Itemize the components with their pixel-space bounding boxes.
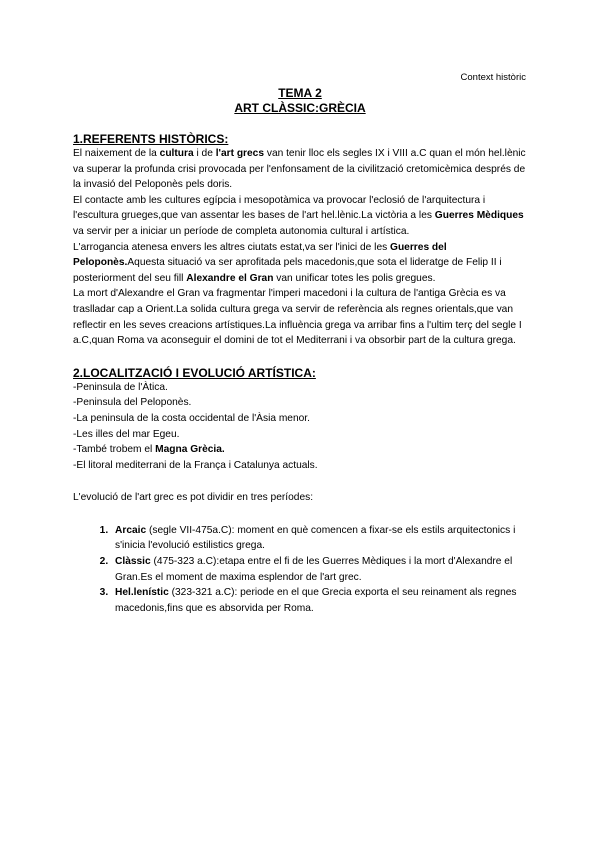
title-block — [0, 86, 600, 116]
period-item: 3. Hel.lenístic (323-321 a.C): periode en el que Grecia exporta el seu reinament als regnes macedonis,fins que es absorvida per Roma. — [111, 585, 533, 616]
section1-paragraph: La mort d'Alexandre el Gran va fragmentar l'imperi macedoni i la cultura de l'antiga Grècia es va traslladar cap a Orient.La solida cultura grega va servir de referència als regnes orientals,que van reflectir en les seves creacions artístiques.La influència grega va arribar fins a l'ultim terç del segle I a.C,quan Roma va aconseguir el domini de tot el Mediterrani i va obsorbir part de la cultura grega. — [73, 288, 522, 347]
bold-term: l'art grecs — [215, 148, 265, 159]
section1-paragraph: El naixement de la cultura i de l'art grecs van tenir lloc els segles IX i VIII a.C quan el món hel.lènic va superar la profunda crisi provocada per l'enfonsament de la civilització cretomicèmica després de la invasió del Peloponès pels doris. — [73, 148, 526, 191]
bold-term: Guerres Mèdiques — [434, 210, 524, 222]
section1-paragraph: L'arrogancia atenesa envers les altres ciutats estat,va ser l'inici de les Guerres del Peloponès.Aquesta situació va ser aprofitada pels macedonis,que sota el lideratge de Felip II i posteriorment del seu fill Alexandre el Gran van unificar totes les polis gregues. — [73, 241, 502, 284]
period-item: 1. Arcaic (segle VII-475a.C): moment en què comencen a fixar-se els estils arquitectonics i s'inicia l'evolució estilistics grega. — [111, 523, 533, 554]
location-item: -Peninsula de l'Àtica. — [73, 381, 168, 393]
section1-heading: 1.REFERENTS HISTÒRICS: — [73, 132, 229, 146]
bold-term: Arcaic — [115, 524, 147, 536]
bold-term: Alexandre el Gran — [186, 272, 274, 284]
locations-list — [73, 380, 533, 474]
bold-term: cultura — [159, 148, 194, 159]
bold-term: Clàssic — [115, 556, 151, 568]
location-item: -La peninsula de la costa occidental de l'Àsia menor. — [73, 412, 310, 424]
document-body — [73, 132, 533, 616]
title-line-1: TEMA 2 — [278, 86, 322, 100]
location-item: -El litoral mediterrani de la França i Catalunya actuals. — [73, 459, 318, 471]
bold-term: Guerres del Peloponès. — [73, 241, 447, 269]
periods-intro: L'evolució de l'art grec es pot dividir en tres períodes: — [73, 492, 314, 504]
bold-term: Hel.lenístic — [115, 587, 169, 599]
periods-list — [73, 523, 533, 617]
section1-paragraph: El contacte amb les cultures egípcia i mesopotàmica va provocar l'eclosió de l'arquitectura i l'escultura grueges,que van assentar les bases de l'art hel.lènic.La victòria a les Guerres Mèdiques va servir per a iniciar un període de completa autonomia cultural i artística. — [73, 194, 524, 237]
period-item: 2. Clàssic (475-323 a.C):etapa entre el fi de les Guerres Mèdiques i la mort d'Alexandre el Gran.Es el moment de maxima esplendor de l'art grec. — [111, 554, 533, 585]
header-note: Context històric — [460, 72, 526, 83]
title-line-2: ART CLÀSSIC:GRÈCIA — [234, 101, 366, 115]
location-item: -Les illes del mar Egeu. — [73, 428, 180, 440]
location-item: -També trobem el Magna Grècia. — [73, 444, 225, 456]
location-item: -Peninsula del Peloponès. — [73, 397, 192, 409]
bold-term: Magna Grècia. — [155, 444, 225, 456]
section2-heading: 2.LOCALITZACIÓ I EVOLUCIÓ ARTÍSTICA: — [73, 365, 316, 380]
